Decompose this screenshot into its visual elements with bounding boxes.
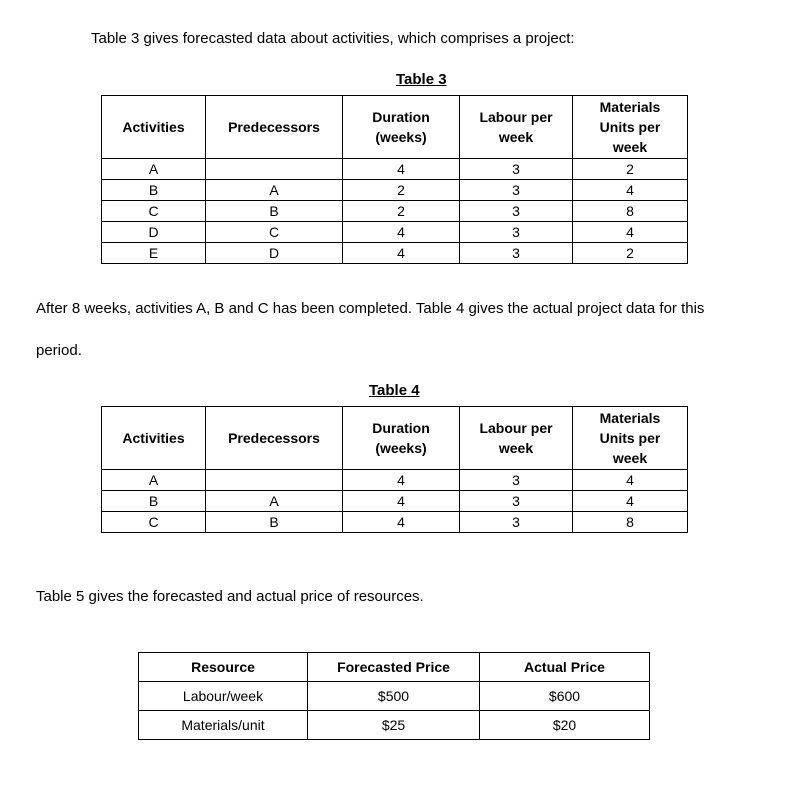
table4-cell: B (206, 512, 343, 533)
table3-header-activities: Activities (102, 96, 206, 159)
paragraph-3: Table 5 gives the forecasted and actual price of resources. (36, 588, 424, 605)
table-row (102, 222, 688, 243)
table3-cell: 2 (343, 180, 460, 201)
table3-cell: 4 (343, 159, 460, 180)
table5-cell: $600 (480, 682, 650, 711)
table3-header-duration: Duration (weeks) (343, 96, 460, 159)
table-row (102, 180, 688, 201)
table3-cell: 4 (573, 180, 688, 201)
table-row (102, 491, 688, 512)
table3 (101, 95, 688, 264)
table4-cell: 4 (343, 512, 460, 533)
table-row (102, 470, 688, 491)
table3-cell: B (206, 201, 343, 222)
table3-cell: D (206, 243, 343, 264)
table4-cell: 4 (343, 470, 460, 491)
table5-header-resource: Resource (139, 653, 308, 682)
intro-text: Table 3 gives forecasted data about activities, which comprises a project: (91, 30, 575, 47)
table3-cell: 3 (460, 180, 573, 201)
table3-cell: 3 (460, 159, 573, 180)
table4-cell: 3 (460, 470, 573, 491)
table4-cell (206, 470, 343, 491)
table3-caption: Table 3 (396, 71, 447, 88)
table5-cell: $20 (480, 711, 650, 740)
table3-header-materials: Materials Units per week (573, 96, 688, 159)
table4-cell: 8 (573, 512, 688, 533)
table4-cell: 4 (573, 491, 688, 512)
table3-cell: 2 (343, 201, 460, 222)
paragraph-2-line-1: After 8 weeks, activities A, B and C has been completed. Table 4 gives the actual project data for this (36, 300, 705, 317)
table3-cell: D (102, 222, 206, 243)
table3-cell: 2 (573, 243, 688, 264)
table-row (139, 711, 650, 740)
table3-cell: C (206, 222, 343, 243)
table3-cell: B (102, 180, 206, 201)
table3-cell: 4 (343, 222, 460, 243)
table4-cell: A (102, 470, 206, 491)
table3-cell: 2 (573, 159, 688, 180)
table-row (139, 682, 650, 711)
table5-cell: $500 (308, 682, 480, 711)
table3-cell: 4 (343, 243, 460, 264)
table4-caption: Table 4 (369, 382, 420, 399)
table3-cell: A (206, 180, 343, 201)
table3-cell: A (102, 159, 206, 180)
table5-cell: Materials/unit (139, 711, 308, 740)
table3-cell: E (102, 243, 206, 264)
table4 (101, 406, 688, 533)
table4-header-duration: Duration (weeks) (343, 407, 460, 470)
table3-cell: C (102, 201, 206, 222)
table3-cell (206, 159, 343, 180)
table3-cell: 3 (460, 222, 573, 243)
table5-cell: $25 (308, 711, 480, 740)
table-row (102, 201, 688, 222)
table3-header-row (102, 96, 688, 159)
table4-header-materials: Materials Units per week (573, 407, 688, 470)
table4-header-row (102, 407, 688, 470)
table3-header-predecessors: Predecessors (206, 96, 343, 159)
table3-header-labour: Labour per week (460, 96, 573, 159)
table5 (138, 652, 650, 740)
table4-cell: 4 (343, 491, 460, 512)
table3-cell: 8 (573, 201, 688, 222)
table4-cell: B (102, 491, 206, 512)
table4-cell: A (206, 491, 343, 512)
table4-cell: C (102, 512, 206, 533)
table4-header-predecessors: Predecessors (206, 407, 343, 470)
table-row (102, 512, 688, 533)
table-row (102, 159, 688, 180)
table4-cell: 3 (460, 512, 573, 533)
table5-cell: Labour/week (139, 682, 308, 711)
table3-cell: 3 (460, 243, 573, 264)
table3-cell: 4 (573, 222, 688, 243)
paragraph-2-line-2: period. (36, 342, 82, 359)
table4-header-activities: Activities (102, 407, 206, 470)
table4-header-labour: Labour per week (460, 407, 573, 470)
table-row (102, 243, 688, 264)
table5-header-actual-price: Actual Price (480, 653, 650, 682)
table5-header-forecasted-price: Forecasted Price (308, 653, 480, 682)
table5-header-row (139, 653, 650, 682)
table3-cell: 3 (460, 201, 573, 222)
table4-cell: 4 (573, 470, 688, 491)
table4-cell: 3 (460, 491, 573, 512)
